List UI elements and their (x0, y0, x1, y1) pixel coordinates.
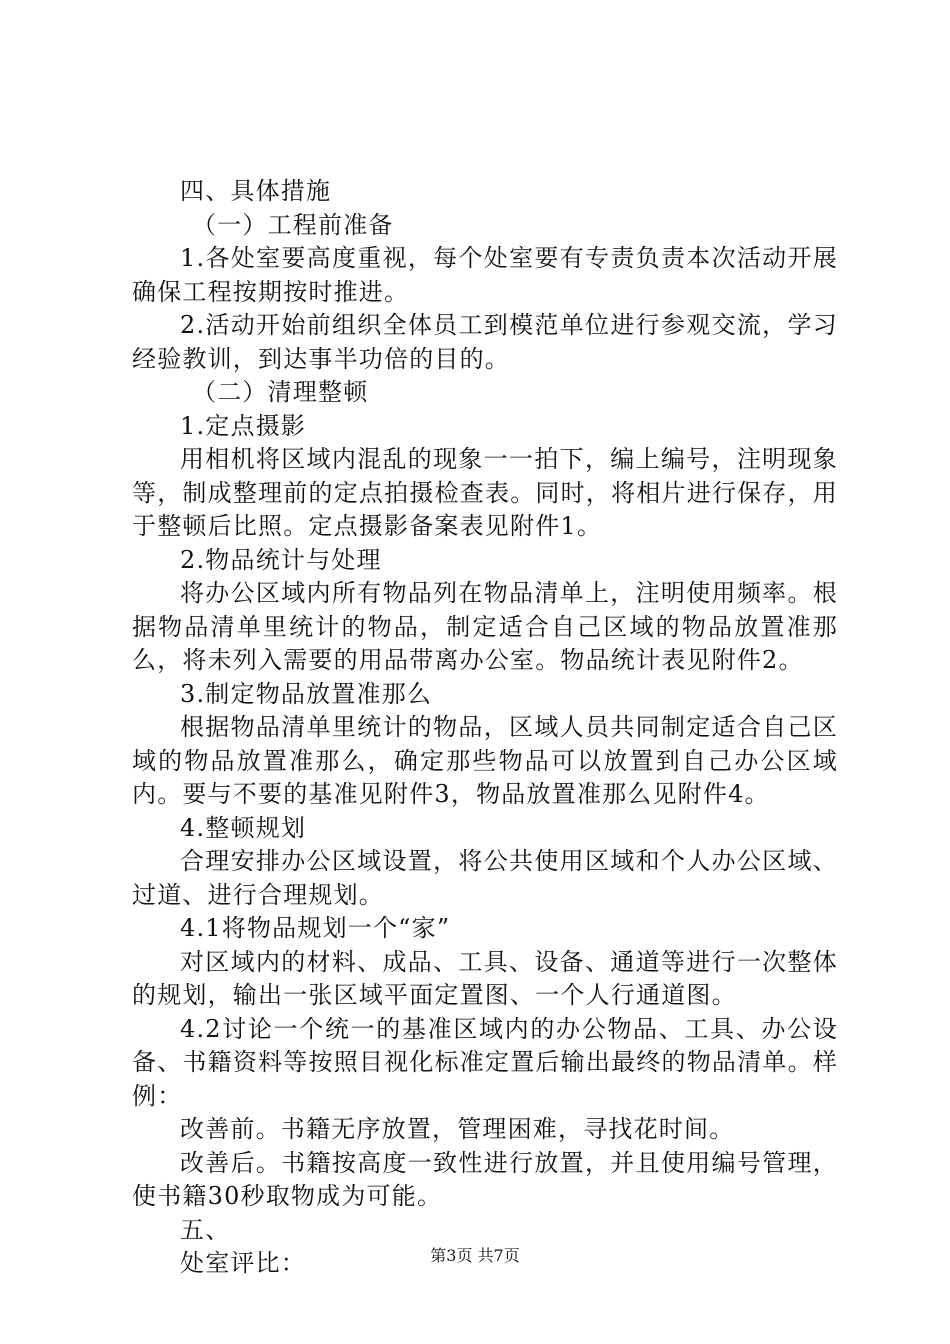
section-heading: 四、具体措施 (180, 177, 332, 205)
paragraph: 将办公区域内所有物品列在物品清单上，注明使用频率。根据物品清单里统计的物品，制定适合自己区域的物品放置准那么，将未列入需要的用品带离办公室。物品统计表见附件2。 (132, 579, 838, 674)
item-heading: 2.物品统计与处理 (180, 545, 382, 574)
section-heading: 五、 (180, 1215, 231, 1244)
subsection-heading: （一）工程前准备 (192, 210, 394, 239)
item-heading: 4.1将物品规划一个“家” (180, 914, 451, 942)
paragraph: 处室评比： (180, 1249, 306, 1277)
paragraph: 改善后。书籍按高度一致性进行放置，并且使用编号管理，使书籍30秒取物成为可能。 (132, 1148, 838, 1210)
paragraph: 对区域内的材料、成品、工具、设备、通道等进行一次整体的规划，输出一张区域平面定置图、一个人行通道图。 (132, 947, 838, 1009)
item-heading: 4.整顿规划 (180, 813, 307, 842)
paragraph: 合理安排办公区域设置，将公共使用区域和个人办公区域、过道、进行合理规划。 (132, 847, 838, 909)
document-body (132, 175, 838, 1281)
subsection-heading: （二）清理整顿 (192, 378, 369, 406)
paragraph: 2.活动开始前组织全体员工到模范单位进行参观交流，学习经验教训，到达事半功倍的目的。 (132, 311, 838, 373)
paragraph: 4.2讨论一个统一的基准区域内的办公物品、工具、办公设备、书籍资料等按照目视化标准定置后输出最终的物品清单。样例： (132, 1014, 838, 1110)
paragraph: 1.各处室要高度重视，每个处室要有专责负责本次活动开展确保工程按期按时推进。 (132, 244, 838, 306)
item-heading: 3.制定物品放置准那么 (180, 679, 433, 708)
paragraph: 根据物品清单里统计的物品，区域人员共同制定适合自己区域的物品放置准那么，确定那些物品可以放置到自己办公区域内。要与不要的基准见附件3，物品放置准那么见附件4。 (132, 713, 838, 808)
page-footer: 第3页 共7页 (430, 1246, 520, 1265)
paragraph: 用相机将区域内混乱的现象一一拍下，编上编号，注明现象等，制成整理前的定点拍摄检查表。同时，将相片进行保存，用于整顿后比照。定点摄影备案表见附件1。 (132, 445, 838, 540)
item-heading: 1.定点摄影 (180, 411, 307, 440)
paragraph: 改善前。书籍无序放置，管理困难，寻找花时间。 (180, 1115, 735, 1143)
